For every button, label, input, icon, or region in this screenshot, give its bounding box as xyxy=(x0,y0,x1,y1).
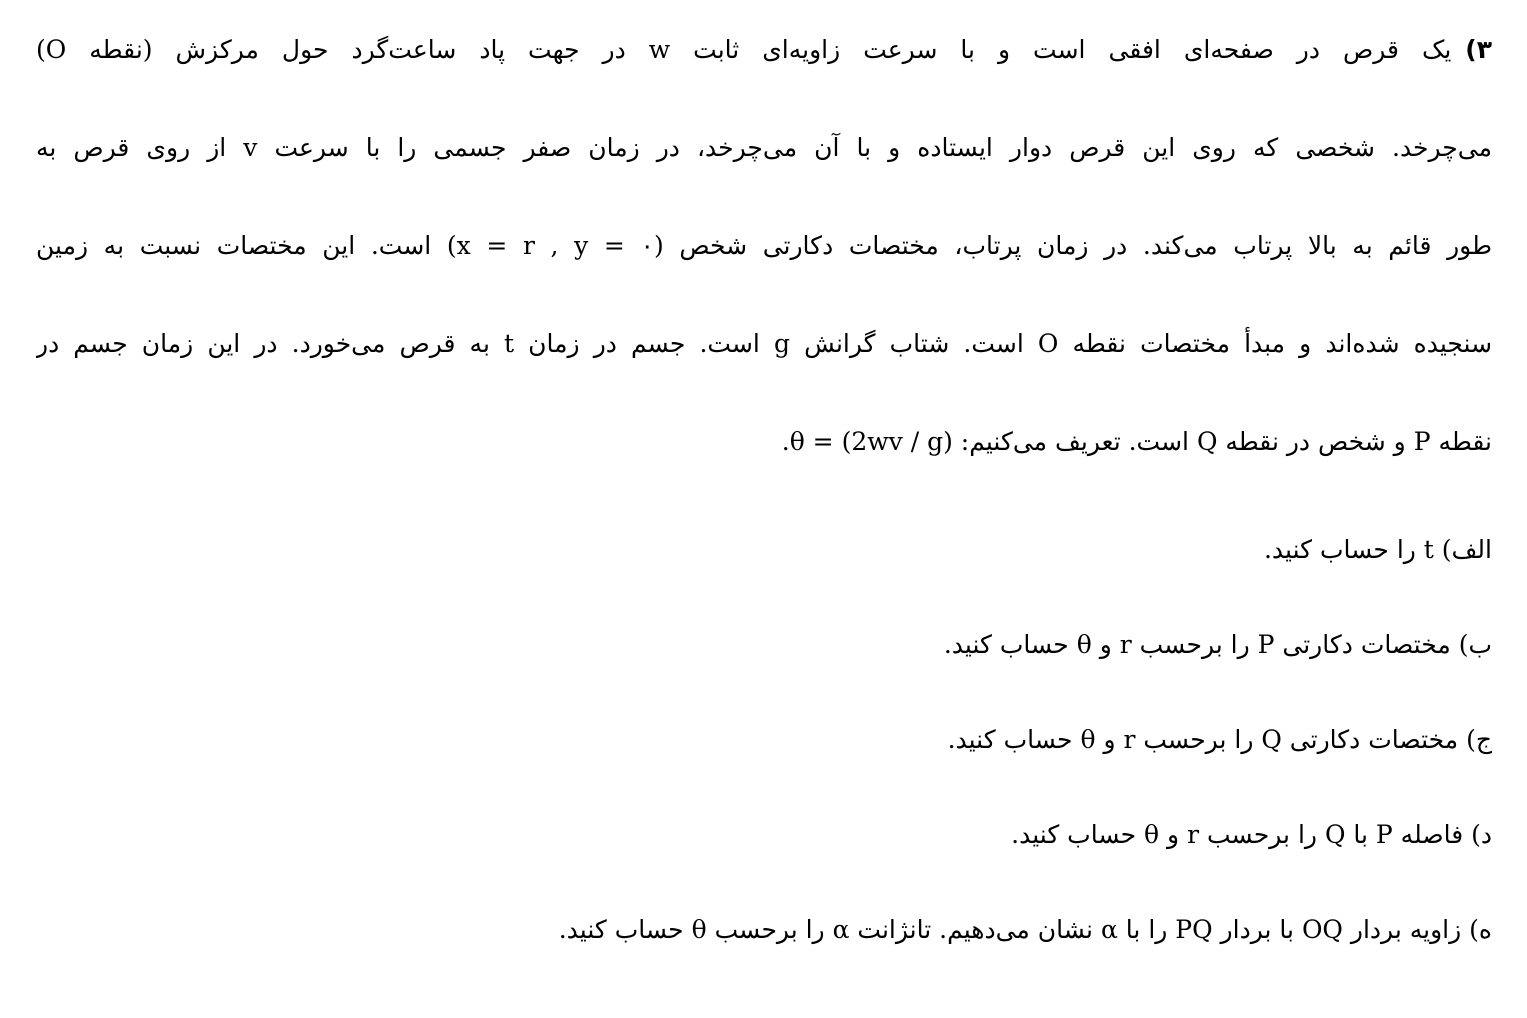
part-he: ه) زاویه بردار OQ با بردار PQ را با α نشان می‌دهیم. تانژانت α را برحسب θ حساب کنید. xyxy=(558,915,1492,944)
problem-line-5: نقطه P و شخص در نقطه Q است. تعریف می‌کنیم: θ = (2wv / g). xyxy=(781,427,1492,456)
problem-statement xyxy=(36,30,1492,462)
part-jim: ج) مختصات دکارتی Q را برحسب r و θ حساب کنید. xyxy=(947,725,1492,754)
problem-line-3: طور قائم به بالا پرتاب می‌کند. در زمان پرتاب، مختصات دکارتی شخص (x = r , y = ۰) است. این مختصات نسبت به زمین xyxy=(36,231,1492,260)
problem-line-1 xyxy=(36,30,1492,70)
problem-number: ۳) xyxy=(1465,35,1492,64)
part-dal: د) فاصله P با Q را برحسب r و θ حساب کنید. xyxy=(1011,820,1492,849)
problem-line-4: سنجیده شده‌اند و مبدأ مختصات نقطه O است. شتاب گرانش g است. جسم در زمان t به قرص می‌خورد. در این زمان جسم در xyxy=(36,329,1492,358)
problem-line-1-text: یک قرص در صفحه‌ای افقی است و با سرعت زاویه‌ای ثابت w در جهت پاد ساعت‌گرد حول مرکزش (نقطه O) xyxy=(36,35,1452,64)
problem-parts xyxy=(36,530,1492,1005)
part-be: ب) مختصات دکارتی P را برحسب r و θ حساب کنید. xyxy=(943,630,1492,659)
problem-line-2: می‌چرخد. شخصی که روی این قرص دوار ایستاده و با آن می‌چرخد، در زمان صفر جسمی را با سرعت v از روی قرص به xyxy=(36,133,1492,162)
part-alef: الف) t را حساب کنید. xyxy=(1263,535,1492,564)
